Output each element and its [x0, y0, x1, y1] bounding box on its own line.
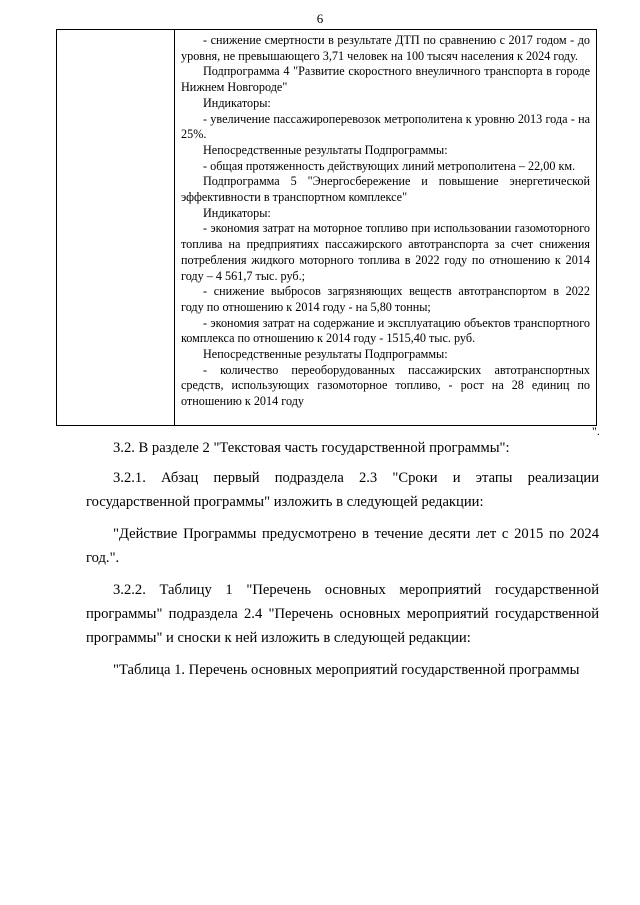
- results-heading: Непосредственные результаты Подпрограммы:: [203, 142, 448, 157]
- table-caption: "Таблица 1. Перечень основных мероприятий государственной программы: [113, 662, 580, 678]
- paragraph-3-2-2: 3.2.2. Таблицу 1 "Перечень основных мероприятий государственной программы" подраздела 2.4 "Перечень основных мероприятий государственной программы" и сноски к ней изложить в следующей редакции:: [86, 582, 599, 646]
- document-body: [86, 436, 599, 690]
- result-line: - общая протяженность действующих линий метрополитена – 22,00 км.: [203, 158, 576, 173]
- indicator-line: - экономия затрат на моторное топливо при использовании газомоторного топлива на предприятиях пассажирского автотранспорта за счет снижения потребления жидкого моторного топлива в 2022 году по отношению к 2014 году – 4 561,7 тыс. руб.;: [181, 221, 590, 283]
- subprogram-title: Подпрограмма 5 "Энергосбережение и повышение энергетической эффективности в транспортном комплексе": [181, 174, 590, 205]
- page-number: 6: [316, 11, 324, 26]
- closing-quote-mark: ".: [592, 424, 600, 438]
- subprogram-title: Подпрограмма 4 "Развитие скоростного внеуличного транспорта в городе Нижнем Новгороде": [181, 64, 590, 95]
- paragraph-3-2: 3.2. В разделе 2 "Текстовая часть государственной программы":: [113, 440, 510, 456]
- paragraph-3-2-1: 3.2.1. Абзац первый подраздела 2.3 "Сроки и этапы реализации государственной программы" изложить в следующей редакции:: [86, 470, 599, 510]
- indicator-line: - увеличение пассажироперевозок метрополитена к уровню 2013 года - на 25%.: [181, 111, 590, 142]
- indicator-line: - снижение выбросов загрязняющих веществ автотранспортом в 2022 году по отношению к 2014 году - на 5,80 тонны;: [181, 284, 590, 314]
- indicators-heading: Индикаторы:: [203, 205, 271, 220]
- paragraph-quote-duration: "Действие Программы предусмотрено в течение десяти лет с 2015 по 2024 год.".: [86, 526, 599, 566]
- indicators-table: [56, 29, 597, 426]
- indicators-heading: Индикаторы:: [203, 95, 271, 110]
- table-left-cell: [57, 30, 175, 425]
- result-line: - количество переоборудованных пассажирских автотранспортных средств, использующих газомоторное топливо, - рост на 28 единиц по отношению к 2014 году: [181, 362, 590, 409]
- indicator-line: - экономия затрат на содержание и эксплуатацию объектов транспортного комплекса по отношению к 2014 году - 1515,40 тыс. руб.: [181, 315, 590, 346]
- indicator-line: - снижение смертности в результате ДТП по сравнению с 2017 годом - до уровня, не превышающего 3,71 человек на 100 тысяч населения к 2024 году.: [181, 33, 590, 63]
- table-right-cell: [175, 30, 596, 425]
- results-heading: Непосредственные результаты Подпрограммы:: [203, 347, 448, 362]
